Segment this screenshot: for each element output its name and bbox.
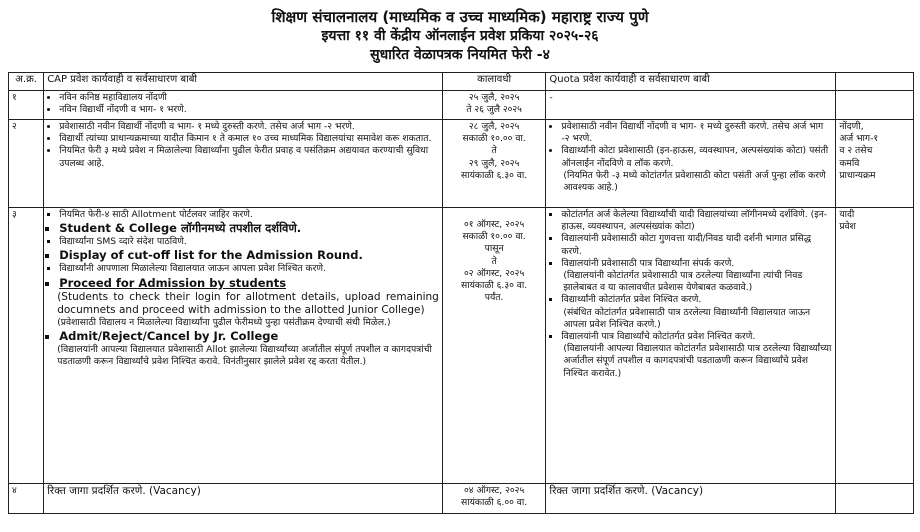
row-cap-cell xyxy=(44,91,443,120)
table-row xyxy=(9,484,914,514)
col-header-cap: CAP प्रवेश कार्यवाही व सर्वसाधारण बाबी xyxy=(44,73,443,91)
row-sr: ३ xyxy=(9,208,44,484)
header-line-1: शिक्षण संचालनालय (माध्यमिक व उच्च माध्यमिक) महाराष्ट्र राज्य पुणे xyxy=(271,8,649,26)
cap-note: (विद्यालयांनी आपल्या विद्यालयात प्रवेशासाठी Allot झालेल्या विद्यार्थ्यांच्या अर्जातील संपूर्ण तपशील व कागदपत्रांची पडताळणी करून विद्यार्थ्यांचे प्रवेश निश्चित करावे. विनंतीनुसार झालेले प्रवेश रद्द करता येतील.) xyxy=(57,343,432,368)
list-item: • नविन कनिष्ठ महाविद्यालय नोंदणी xyxy=(59,92,439,104)
table-row xyxy=(9,91,914,120)
row-sr: ४ xyxy=(9,484,44,514)
row-extra-cell xyxy=(836,91,914,120)
time-line: पासून xyxy=(484,243,504,255)
col-header-extra xyxy=(836,73,914,91)
list-item: • नविन विद्यार्थी नोंदणी व भाग- १ भरणे. xyxy=(59,104,439,116)
col-header-quota: Quota प्रवेश कार्यवाही व सर्वसाधारण बाबी xyxy=(546,73,836,91)
extra-line: यादी xyxy=(839,209,855,220)
list-item: • नियमित फेरी ३ मध्ये प्रवेश न मिळालेल्या विद्यार्थ्यांना पुढील फेरीत प्रवाह व पसंतिक्रम अद्ययावत करण्याची सुविधा उपलब्ध आहे. xyxy=(59,145,439,169)
time-line: सायंकाळी ६.३० वा. xyxy=(461,280,528,292)
table-row xyxy=(9,208,914,484)
table-row xyxy=(9,120,914,208)
row-time-cell xyxy=(442,208,546,484)
row-quota-cell xyxy=(546,120,836,208)
col-header-sr: अ.क्र. xyxy=(9,73,44,91)
row-time-cell xyxy=(442,120,546,208)
row-extra-cell xyxy=(836,120,914,208)
list-item: ▪ विद्यालयांनी प्रवेशासाठी पात्र विद्यार्थ्यांना संपर्क करणे. xyxy=(561,258,832,270)
quota-note: (संबंधित कोटांतर्गत प्रवेशासाठी पात्र ठरलेल्या विद्यार्थ्यांनी विद्यालयात जाऊन आपला प्रवेश निश्चित करणे.) xyxy=(563,306,811,330)
row-extra-cell xyxy=(836,484,914,514)
time-line: ०१ ऑगस्ट, २०२५ xyxy=(464,219,525,230)
time-line: सकाळी १०.०० वा. xyxy=(462,231,526,243)
document-header xyxy=(0,8,920,65)
list-item: ▪ Student & College लॉगीनमध्ये तपशील दर्शविणे. xyxy=(59,221,439,236)
cap-detail: (Students to check their login for allotment details, upload remaining documnets and proceed with admission to the allotted Junior College) xyxy=(57,290,439,316)
row-quota-cell: रिक्त जागा प्रदर्शित करणे. (Vacancy) xyxy=(546,484,836,514)
time-line: ०४ ऑगस्ट, २०२५ xyxy=(464,485,525,496)
list-item: • विद्यार्थी त्यांच्या प्राधान्यक्रमाच्या यादीत किमान १ ते कमाल १० उच्च माध्यमिक विद्यालयांचा समावेश करू शकतात. xyxy=(59,133,439,145)
list-item: ▪ विद्यार्थ्यांना SMS व्दारे संदेश पाठविणे. xyxy=(59,236,439,248)
extra-line: प्राधान्यक्रम xyxy=(839,169,876,181)
time-line: २८ जुलै, २०२५ xyxy=(468,121,520,132)
extra-line: कमवि xyxy=(839,157,860,169)
table-header-row xyxy=(9,73,914,91)
time-line: ०२ ऑगस्ट, २०२५ xyxy=(464,267,525,279)
list-item: • प्रवेशासाठी नवीन विद्यार्थी नोंदणी व भाग- १ मध्ये दुरुस्ती करणे. तसेच अर्ज भाग -२ भरणे. xyxy=(561,121,832,145)
quota-note: (विद्यालयांनी आपल्या विद्यालयात कोटांतर्गत प्रवेशासाठी पात्र ठरलेल्या विद्यार्थ्यांच्या अर्जातील संपूर्ण तपशील व कागदपत्रांची पडताळणी करून विद्यार्थ्यांचे प्रवेश निश्चित करावेत.) xyxy=(563,343,832,379)
row-sr: २ xyxy=(9,120,44,208)
time-line: २५ जुलै, २०२५ xyxy=(468,92,520,103)
row-time-cell xyxy=(442,91,546,120)
extra-line: अर्ज भाग-१ xyxy=(839,133,879,145)
list-item: ▪ विद्यार्थ्यांनी कोटांतर्गत प्रवेश निश्चित करणे. xyxy=(561,294,832,306)
row-quota-cell: - xyxy=(546,91,836,120)
col-header-time: कालावधी xyxy=(442,73,546,91)
list-item: ▪ Proceed for Admission by students xyxy=(59,276,439,291)
row-extra-cell xyxy=(836,208,914,484)
extra-line: प्रवेश xyxy=(839,221,856,233)
list-item: ▪ नियमित फेरी-४ साठी Allotment पोर्टलवर जाहिर करणे. xyxy=(59,209,439,221)
quota-note: (नियमित फेरी -३ मध्ये कोटांतर्गत प्रवेशासाठी कोटा पसंती अर्ज पुन्हा लॉक करणे आवश्यक आहे.) xyxy=(563,169,826,194)
time-line: पर्यंत. xyxy=(484,292,504,304)
list-item: ▪ Display of cut-off list for the Admission Round. xyxy=(59,248,439,263)
list-item: • विद्यार्थ्यांनी कोटा प्रवेशासाठी (इन-हाऊस, व्यवस्थापन, अल्पसंख्यांक कोटा) पसंती ऑनलाईन नोंदविणे व लॉक करणे. xyxy=(561,145,832,169)
time-line: सायंकाळी ६.३० वा. xyxy=(461,169,528,181)
row-cap-cell: रिक्त जागा प्रदर्शित करणे. (Vacancy) xyxy=(44,484,443,514)
list-item: ▪ कोटांतर्गत अर्ज केलेल्या विद्यार्थ्यांची यादी विद्यालयांच्या लॉगीनमध्ये दर्शविणे. (इन-हाऊस, व्यवस्थापन, अल्पसंख्यांक कोटा) xyxy=(561,209,832,233)
list-item: ▪ विद्यालयांनी प्रवेशासाठी कोटा गुणवत्ता यादी/निवड यादी दर्शनी भागात प्रसिद्ध करणे. xyxy=(561,233,832,257)
list-item: ▪ विद्यार्थ्यांनी आपणाला मिळालेल्या विद्यालयात जाऊन आपला प्रवेश निश्चित करणे. xyxy=(59,263,439,275)
row-sr: १ xyxy=(9,91,44,120)
schedule-table xyxy=(8,72,914,514)
time-line: ते २६ जुलै २०२५ xyxy=(466,104,522,116)
time-line: २९ जुलै, २०२५ xyxy=(468,157,520,169)
quota-note: (विद्यालयांनी कोटांतर्गत प्रवेशासाठी पात्र ठरलेल्या विद्यार्थ्यांना त्यांची निवड झालेबाबत व या कालावधीत प्रवेशास येणेबाबत कळवावे.) xyxy=(563,270,803,294)
header-line-2: इयत्ता ११ वी केंद्रीय ऑनलाईन प्रवेश प्रकिया २०२५-२६ xyxy=(321,28,599,44)
time-line: ते xyxy=(491,145,497,157)
row-cap-cell xyxy=(44,208,443,484)
header-line-3: सुधारित वेळापत्रक नियमित फेरी -४ xyxy=(370,47,550,63)
time-line: सायंकाळी ६.०० वा. xyxy=(461,497,528,509)
row-cap-cell xyxy=(44,120,443,208)
extra-line: व २ तसेच xyxy=(839,145,873,157)
time-line: ते xyxy=(491,255,497,267)
row-time-cell xyxy=(442,484,546,514)
time-line: सकाळी १०.०० वा. xyxy=(462,133,526,145)
list-item: ▪ विद्यालयांनी पात्र विद्यार्थ्यांचे कोटांतर्गत प्रवेश निश्चित करणे. xyxy=(561,331,832,343)
list-item: • प्रवेशासाठी नवीन विद्यार्थी नोंदणी व भाग- १ मध्ये दुरुस्ती करणे. तसेच अर्ज भाग -२ भरणे. xyxy=(59,121,439,133)
row-quota-cell xyxy=(546,208,836,484)
list-item: ▪ Admit/Reject/Cancel by Jr. College xyxy=(59,329,439,344)
cap-note: (प्रवेशासाठी विद्यालय न मिळालेल्या विद्यार्थ्यांना पुढील फेरीमध्ये पुन्हा पसंतीक्रम देण्याची संधी मिळेल.) xyxy=(57,316,391,328)
extra-line: नोंदणी, xyxy=(839,121,864,132)
